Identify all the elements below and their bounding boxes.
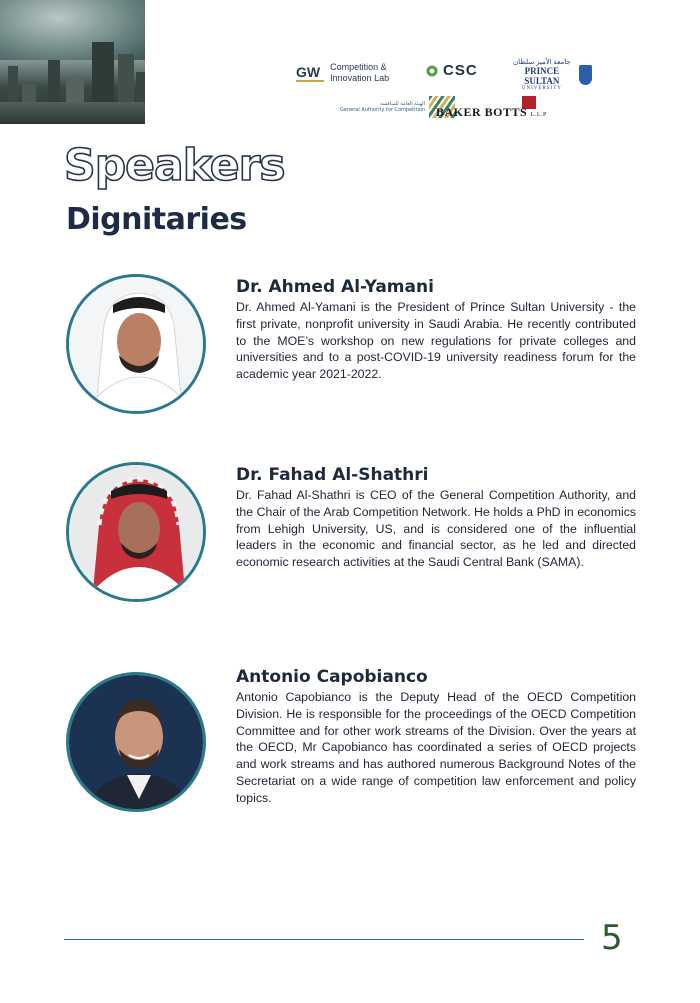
psu-sub: UNIVERSITY <box>521 86 562 91</box>
gw-competition-lab-logo <box>296 62 389 84</box>
psu-arabic-name: جامعة الأمير سلطان <box>513 58 571 66</box>
gca-arabic-name: الهيئة العامة للمنافسة <box>380 101 426 107</box>
speaker-name: Antonio Capobianco <box>236 667 428 687</box>
cover-city-photo <box>0 0 145 124</box>
psu-shield-icon <box>579 65 592 85</box>
speaker-bio: Dr. Fahad Al-Shathri is CEO of the General Competition Authority, and the Chair of the Arab Competition Network. He holds a PhD in economics from Lehigh University, US, and is considered one of the influential leaders in the economic and financial sector, as he led and directed economic research activities at the Saudi Central Bank (SAMA). <box>236 488 636 570</box>
baker-botts-suffix: L.L.P <box>530 112 547 118</box>
gw-mark: GW <box>296 64 324 82</box>
page-title: Speakers <box>64 140 285 191</box>
speaker-portrait <box>66 274 206 414</box>
csc-logo-text: CSC <box>443 62 478 79</box>
page-number: 5 <box>601 918 623 958</box>
speaker-name: Dr. Ahmed Al-Yamani <box>236 277 434 297</box>
footer-divider <box>64 939 584 940</box>
csc-flower-icon <box>424 63 440 79</box>
speaker-bio: Antonio Capobianco is the Deputy Head of the OECD Competition Division. He is responsible for the proceedings of the OECD Competition Committee and for other work streams of the Division. Over the years at the OECD, Mr Capobianco has coordinated a series of OECD projects and work streams and has authored numerous Background Notes of the Secretariat on a wide range of competition law enforcement and policy topics. <box>236 690 636 805</box>
speaker-portrait <box>66 462 206 602</box>
section-title: Dignitaries <box>66 202 247 237</box>
gca-english-name: General Authority for Competition <box>340 107 426 113</box>
speaker-portrait <box>66 672 206 812</box>
baker-botts-name: BAKER BOTTS <box>436 105 528 119</box>
csc-logo <box>424 62 478 79</box>
speaker-name: Dr. Fahad Al-Shathri <box>236 465 429 485</box>
gw-logo-line2: Innovation Lab <box>330 73 390 83</box>
gw-logo-line1: Competition & <box>330 62 387 72</box>
partner-logos <box>292 56 592 126</box>
speaker-bio: Dr. Ahmed Al-Yamani is the President of Prince Sultan University - the first private, nonprofit university in Saudi Arabia. He recently contributed to the MOE’s workshop on new regulations for private colleges and universities and to a post-COVID-19 university readiness forum for the academic year 2021-2022. <box>236 300 636 382</box>
psu-name: PRINCE SULTAN <box>524 66 560 86</box>
prince-sultan-university-logo <box>508 58 592 92</box>
